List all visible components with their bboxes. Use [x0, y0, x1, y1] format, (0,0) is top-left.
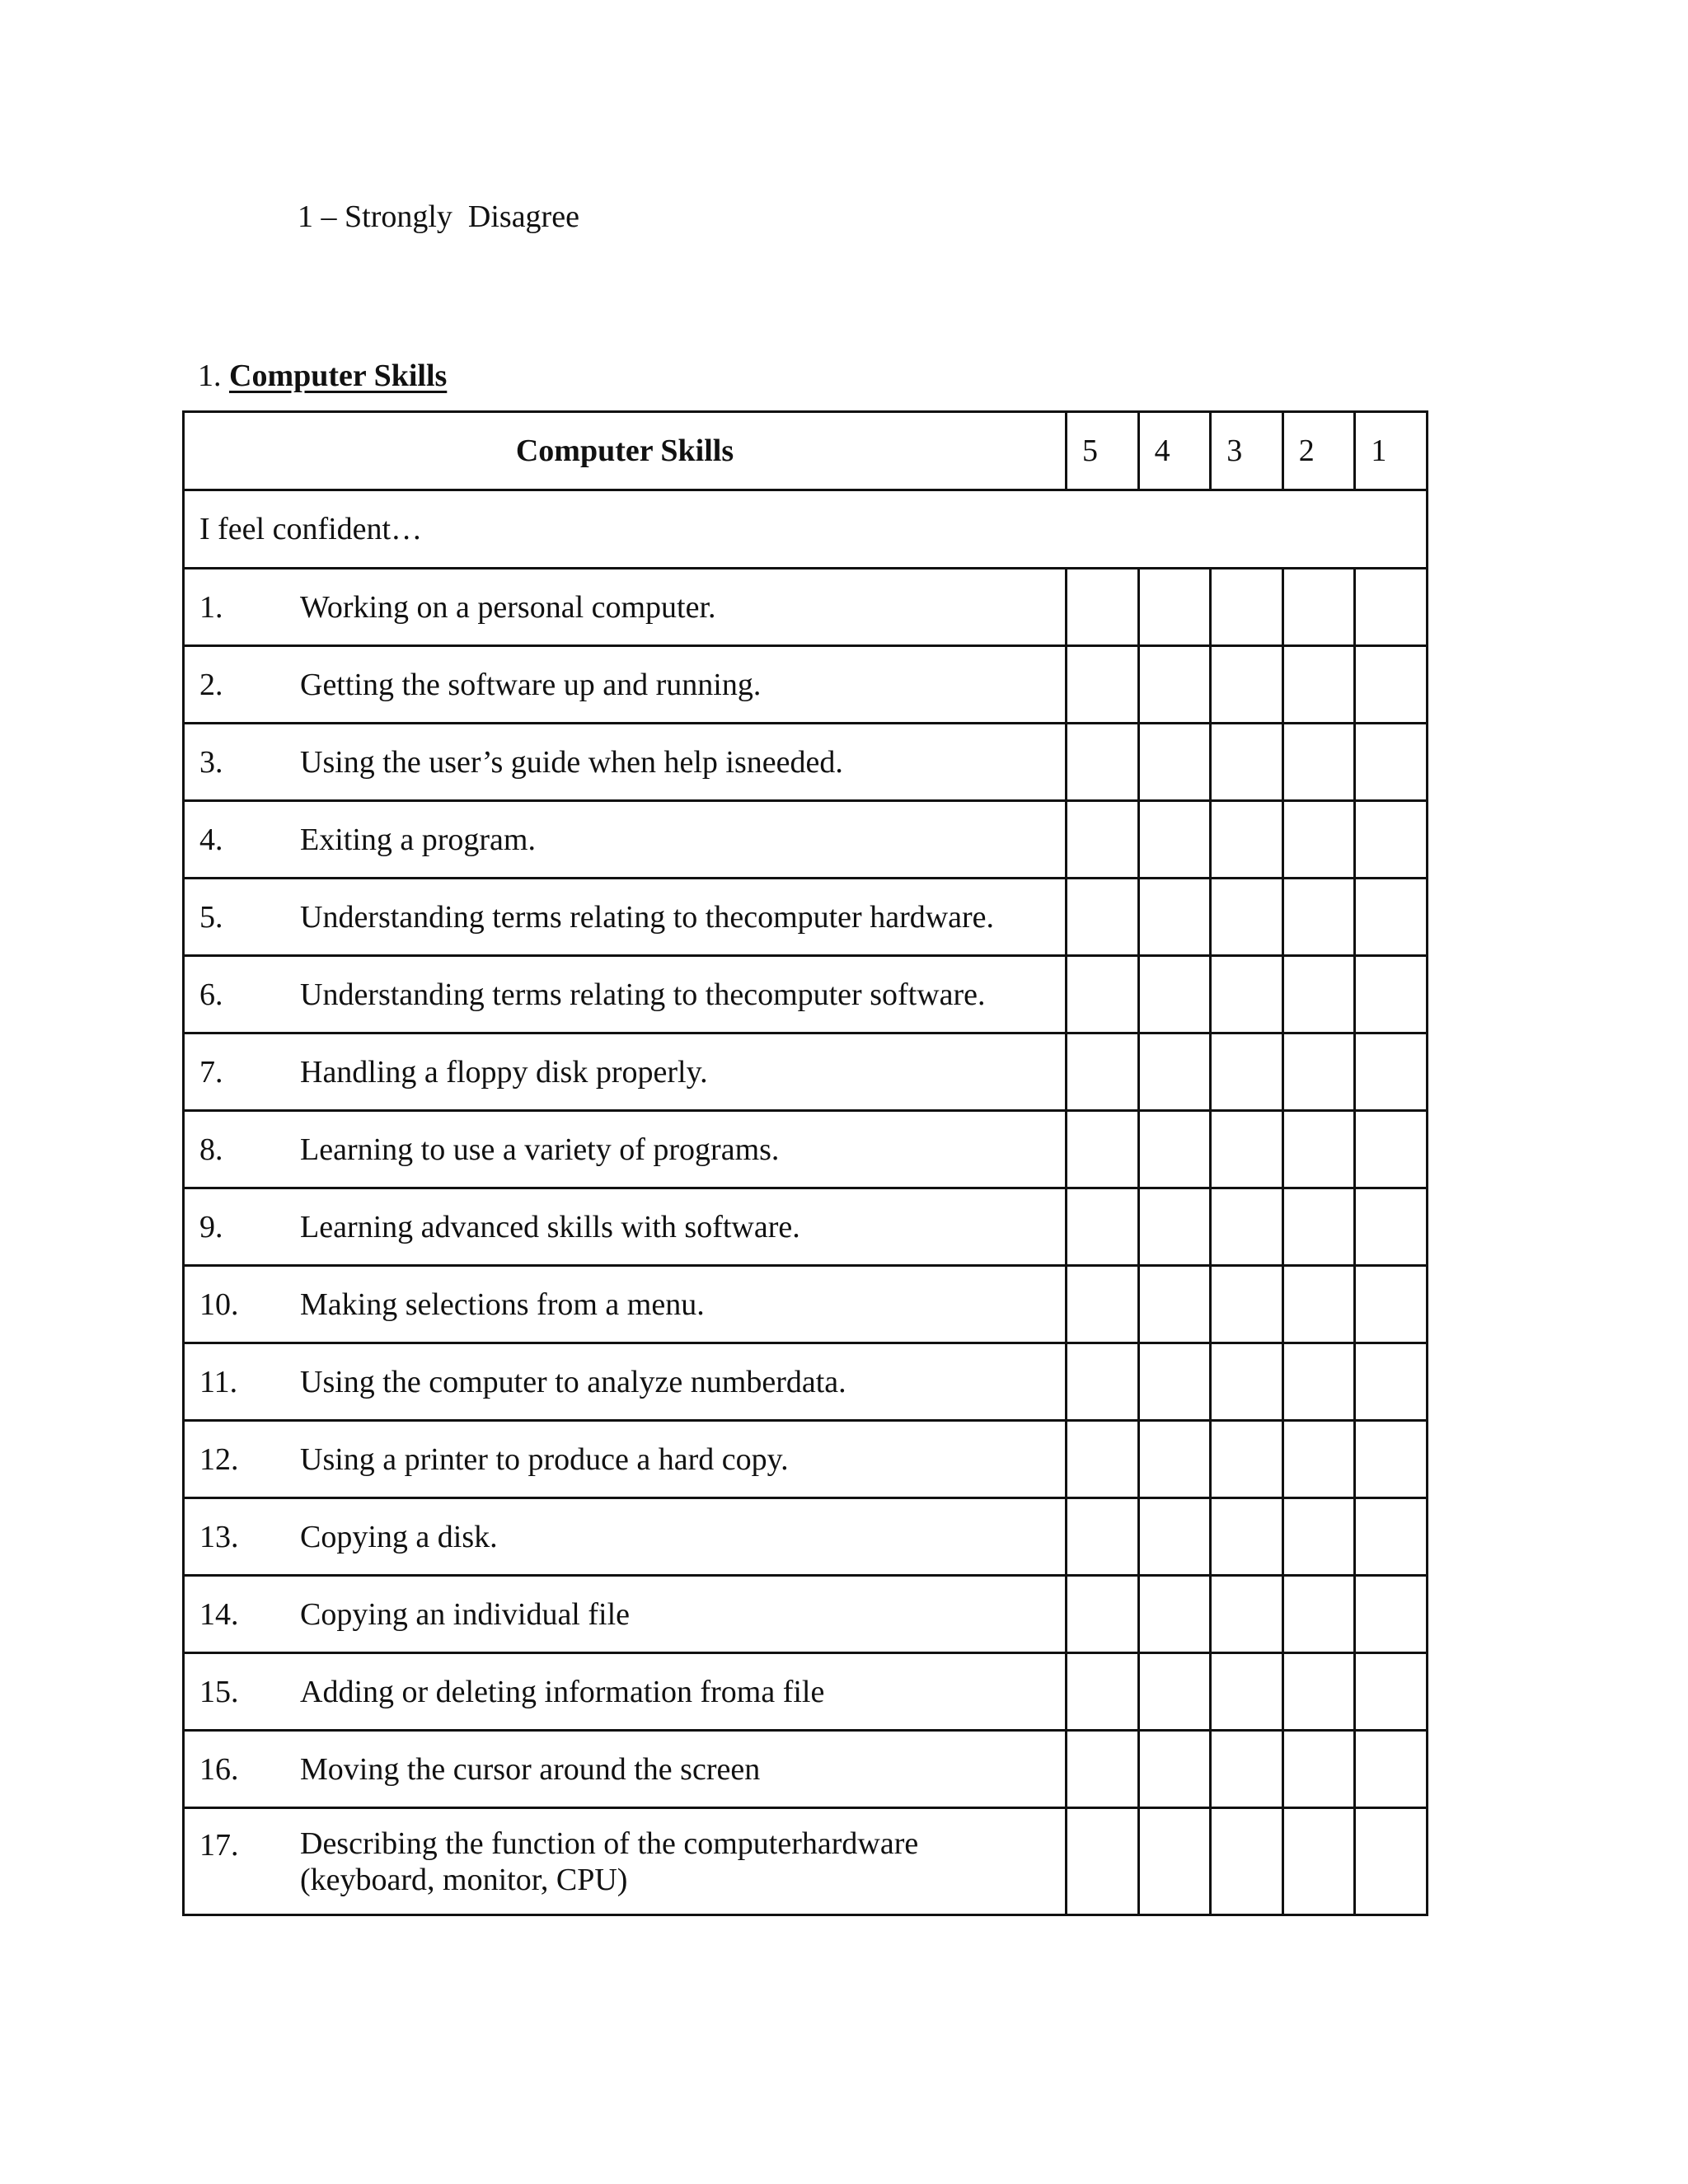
rating-cell-1[interactable] [1355, 1421, 1428, 1498]
rating-cell-4[interactable] [1138, 801, 1211, 879]
rating-cell-2[interactable] [1282, 646, 1355, 724]
item-number: 4. [199, 822, 223, 857]
item-text: Copying an individual file [300, 1596, 631, 1632]
item-text: Making selections from a menu. [300, 1286, 705, 1322]
item-text: Learning to use a variety of programs. [300, 1132, 780, 1167]
item-cell [184, 1498, 1067, 1576]
table-row [184, 724, 1428, 801]
rating-cell-1[interactable] [1355, 1111, 1428, 1188]
item-number: 9. [199, 1209, 223, 1244]
rating-cell-5[interactable] [1067, 1653, 1139, 1731]
table-header-label: Computer Skills [184, 412, 1067, 490]
item-number: 2. [199, 667, 223, 702]
rating-cell-5[interactable] [1067, 1266, 1139, 1343]
rating-cell-2[interactable] [1282, 1266, 1355, 1343]
item-text: Using a printer to produce a hard copy. [300, 1441, 789, 1477]
rating-cell-1[interactable] [1355, 1653, 1428, 1731]
table-row [184, 1111, 1428, 1188]
survey-table-body [184, 412, 1428, 1915]
rating-cell-1[interactable] [1355, 1033, 1428, 1111]
rating-cell-2[interactable] [1282, 1421, 1355, 1498]
item-text-line2: (keyboard, monitor, CPU) [300, 1862, 628, 1897]
table-row [184, 1033, 1428, 1111]
rating-cell-1[interactable] [1355, 801, 1428, 879]
rating-cell-2[interactable] [1282, 879, 1355, 956]
rating-cell-5[interactable] [1067, 1731, 1139, 1808]
item-text: Copying a disk. [300, 1519, 498, 1554]
table-row [184, 1343, 1428, 1421]
rating-header-1: 1 [1355, 412, 1428, 490]
rating-cell-2[interactable] [1282, 1498, 1355, 1576]
rating-cell-4[interactable] [1138, 879, 1211, 956]
rating-cell-4[interactable] [1138, 569, 1211, 646]
table-row [184, 956, 1428, 1033]
rating-cell-4[interactable] [1138, 1111, 1211, 1188]
item-text: Learning advanced skills with software. [300, 1209, 800, 1244]
item-text: Moving the cursor around the screen [300, 1751, 761, 1787]
computer-skills-table [182, 410, 1428, 1916]
rating-cell-4[interactable] [1138, 1343, 1211, 1421]
rating-cell-4[interactable] [1138, 646, 1211, 724]
rating-cell-3[interactable] [1211, 1653, 1283, 1731]
rating-cell-4[interactable] [1138, 956, 1211, 1033]
item-text: Adding or deleting information froma file [300, 1674, 825, 1709]
item-text: Understanding terms relating to thecomputer software. [300, 977, 986, 1012]
item-number: 12. [199, 1441, 239, 1477]
section-number: 1. [198, 359, 222, 393]
rating-cell-4[interactable] [1138, 1421, 1211, 1498]
rating-header-2: 2 [1282, 412, 1355, 490]
item-cell [184, 1266, 1067, 1343]
rating-cell-1[interactable] [1355, 646, 1428, 724]
rating-cell-4[interactable] [1138, 1653, 1211, 1731]
rating-cell-5[interactable] [1067, 1576, 1139, 1653]
item-text: Describing the function of the computerhardware [300, 1825, 919, 1861]
rating-cell-3[interactable] [1211, 1033, 1283, 1111]
rating-cell-1[interactable] [1355, 1498, 1428, 1576]
item-cell [184, 879, 1067, 956]
table-row [184, 1808, 1428, 1915]
rating-cell-5[interactable] [1067, 1188, 1139, 1266]
item-cell [184, 801, 1067, 879]
item-text: Understanding terms relating to thecomputer hardware. [300, 899, 995, 935]
rating-cell-5[interactable] [1067, 1421, 1139, 1498]
item-text: Using the user’s guide when help isneeded. [300, 744, 843, 780]
item-cell [184, 1343, 1067, 1421]
rating-header-4: 4 [1138, 412, 1211, 490]
rating-cell-5[interactable] [1067, 1343, 1139, 1421]
item-number: 17. [199, 1828, 239, 1863]
item-number: 6. [199, 977, 223, 1012]
rating-cell-4[interactable] [1138, 1188, 1211, 1266]
item-number: 11. [199, 1364, 238, 1399]
rating-cell-4[interactable] [1138, 1498, 1211, 1576]
item-number: 8. [199, 1132, 223, 1167]
item-cell [184, 1576, 1067, 1653]
scale-legend-strongly-disagree: 1 – Strongly Disagree [298, 199, 579, 234]
item-text: Using the computer to analyze numberdata. [300, 1364, 846, 1399]
rating-cell-1[interactable] [1355, 1731, 1428, 1808]
rating-cell-2[interactable] [1282, 1033, 1355, 1111]
rating-cell-4[interactable] [1138, 724, 1211, 801]
rating-cell-1[interactable] [1355, 1343, 1428, 1421]
section-title: Computer Skills [229, 359, 448, 393]
rating-cell-2[interactable] [1282, 956, 1355, 1033]
item-cell [184, 724, 1067, 801]
item-number: 1. [199, 589, 223, 625]
rating-cell-3[interactable] [1211, 1421, 1283, 1498]
rating-cell-3[interactable] [1211, 1111, 1283, 1188]
rating-cell-5[interactable] [1067, 879, 1139, 956]
rating-cell-5[interactable] [1067, 1808, 1139, 1915]
rating-cell-5[interactable] [1067, 569, 1139, 646]
table-row [184, 1421, 1428, 1498]
table-row [184, 1266, 1428, 1343]
item-text: Getting the software up and running. [300, 667, 762, 702]
rating-cell-3[interactable] [1211, 801, 1283, 879]
rating-cell-2[interactable] [1282, 1731, 1355, 1808]
rating-cell-5[interactable] [1067, 724, 1139, 801]
table-row [184, 1653, 1428, 1731]
item-cell [184, 1653, 1067, 1731]
rating-cell-2[interactable] [1282, 1808, 1355, 1915]
rating-cell-5[interactable] [1067, 956, 1139, 1033]
item-cell [184, 1033, 1067, 1111]
item-cell [184, 1188, 1067, 1266]
table-row [184, 879, 1428, 956]
rating-cell-3[interactable] [1211, 1343, 1283, 1421]
rating-cell-3[interactable] [1211, 569, 1283, 646]
rating-cell-5[interactable] [1067, 646, 1139, 724]
item-cell [184, 956, 1067, 1033]
rating-cell-3[interactable] [1211, 646, 1283, 724]
item-cell [184, 569, 1067, 646]
rating-cell-2[interactable] [1282, 1111, 1355, 1188]
item-cell [184, 1111, 1067, 1188]
table-row [184, 646, 1428, 724]
rating-cell-3[interactable] [1211, 1188, 1283, 1266]
rating-cell-4[interactable] [1138, 1033, 1211, 1111]
rating-cell-2[interactable] [1282, 801, 1355, 879]
rating-cell-3[interactable] [1211, 724, 1283, 801]
rating-cell-3[interactable] [1211, 1808, 1283, 1915]
rating-cell-5[interactable] [1067, 1033, 1139, 1111]
rating-cell-3[interactable] [1211, 956, 1283, 1033]
rating-cell-1[interactable] [1355, 1808, 1428, 1915]
rating-cell-1[interactable] [1355, 724, 1428, 801]
rating-cell-5[interactable] [1067, 801, 1139, 879]
table-row [184, 801, 1428, 879]
rating-cell-3[interactable] [1211, 1266, 1283, 1343]
item-text: Working on a personal computer. [300, 589, 716, 625]
rating-cell-5[interactable] [1067, 1111, 1139, 1188]
item-number: 5. [199, 899, 223, 935]
rating-header-5: 5 [1067, 412, 1139, 490]
rating-cell-4[interactable] [1138, 1266, 1211, 1343]
rating-cell-2[interactable] [1282, 724, 1355, 801]
item-number: 7. [199, 1054, 223, 1090]
item-cell [184, 646, 1067, 724]
rating-cell-5[interactable] [1067, 1498, 1139, 1576]
table-row [184, 1576, 1428, 1653]
rating-cell-4[interactable] [1138, 1576, 1211, 1653]
item-number: 15. [199, 1674, 239, 1709]
prompt-text: I feel confident… [184, 490, 1428, 569]
item-number: 13. [199, 1519, 239, 1554]
rating-cell-3[interactable] [1211, 879, 1283, 956]
rating-cell-1[interactable] [1355, 1266, 1428, 1343]
item-number: 14. [199, 1596, 239, 1632]
table-row [184, 569, 1428, 646]
rating-cell-4[interactable] [1138, 1808, 1211, 1915]
table-row [184, 1731, 1428, 1808]
table-row [184, 1498, 1428, 1576]
rating-cell-3[interactable] [1211, 1576, 1283, 1653]
item-cell [184, 1731, 1067, 1808]
rating-cell-2[interactable] [1282, 1343, 1355, 1421]
item-number: 16. [199, 1751, 239, 1787]
rating-cell-2[interactable] [1282, 1188, 1355, 1266]
rating-cell-2[interactable] [1282, 1653, 1355, 1731]
table-header-row [184, 412, 1428, 490]
rating-header-3: 3 [1211, 412, 1283, 490]
section-heading [198, 357, 447, 395]
item-text: Exiting a program. [300, 822, 536, 857]
table-row [184, 1188, 1428, 1266]
rating-cell-2[interactable] [1282, 1576, 1355, 1653]
rating-cell-1[interactable] [1355, 1576, 1428, 1653]
item-cell [184, 1808, 1067, 1915]
item-text: Handling a floppy disk properly. [300, 1054, 708, 1090]
item-number: 10. [199, 1286, 239, 1322]
prompt-row [184, 490, 1428, 569]
rating-cell-4[interactable] [1138, 1731, 1211, 1808]
rating-cell-1[interactable] [1355, 1188, 1428, 1266]
rating-cell-2[interactable] [1282, 569, 1355, 646]
rating-cell-1[interactable] [1355, 879, 1428, 956]
rating-cell-3[interactable] [1211, 1731, 1283, 1808]
rating-cell-1[interactable] [1355, 569, 1428, 646]
rating-cell-3[interactable] [1211, 1498, 1283, 1576]
item-cell [184, 1421, 1067, 1498]
rating-cell-1[interactable] [1355, 956, 1428, 1033]
item-number: 3. [199, 744, 223, 780]
